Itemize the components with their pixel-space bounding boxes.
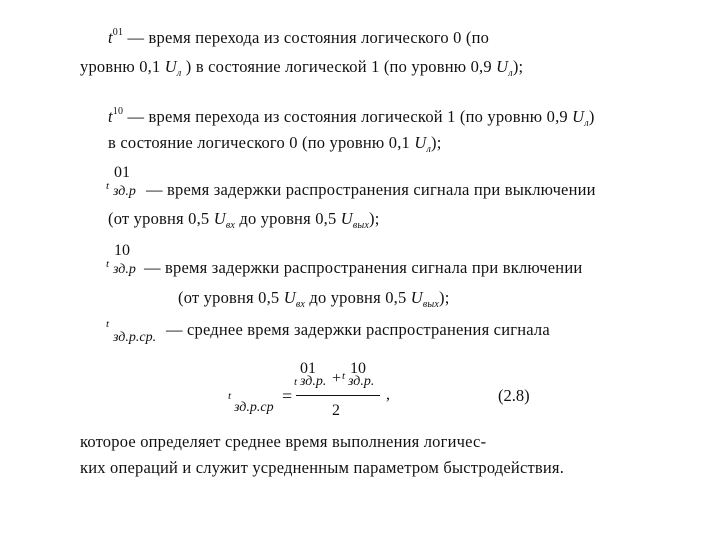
subscript-vyx: вых	[352, 220, 370, 231]
subscript-l: л	[426, 144, 431, 155]
text-line-1: — время перехода из состояния логического 0 (по	[127, 28, 490, 47]
superscript-01: 01	[114, 164, 130, 181]
text-line-8a: (от уровня 0,5	[178, 288, 280, 307]
subscript-zdrsr: зд.р.ср.	[113, 330, 157, 345]
denominator: 2	[332, 402, 340, 419]
symbol-U: U	[410, 288, 423, 307]
line-t01-definition	[108, 28, 489, 51]
subscript-l: л	[508, 68, 513, 79]
numerator-t2: t	[342, 370, 346, 382]
line-t-zdr-off	[146, 180, 596, 200]
text-line-6a: (от уровня 0,5	[108, 209, 210, 228]
text-line-8b: до уровня 0,5	[309, 288, 407, 307]
text-line-6b: до уровня 0,5	[239, 209, 337, 228]
symbol-U: U	[340, 209, 353, 228]
text-line-2c: );	[512, 57, 524, 76]
text-line-3c: )	[588, 107, 595, 126]
subscript-l: л	[176, 68, 182, 79]
symbol-U: U	[164, 57, 177, 76]
subscript-zdr: зд.р	[113, 262, 136, 277]
superscript-10: 10	[114, 242, 130, 259]
numerator-sup-10: 10	[350, 360, 366, 377]
subscript-vx: вх	[225, 220, 236, 231]
text-line-3: — время перехода из состояния логической 1 (по уровню 0,9	[127, 107, 568, 126]
superscript-10: 10	[112, 106, 124, 117]
symbol-U: U	[414, 133, 427, 152]
formula-lhs-subscript: зд.р.ср	[234, 400, 274, 415]
line-4	[108, 133, 441, 156]
subscript-zdr: зд.р	[113, 184, 136, 199]
numerator-plus: +	[332, 370, 342, 387]
equation-number: (2.8)	[498, 386, 530, 405]
numerator-sub-2: зд.р.	[348, 374, 375, 389]
subscript-vyx: вых	[422, 299, 440, 310]
text-line-4b: );	[431, 133, 442, 152]
symbol-U: U	[496, 57, 509, 76]
numerator-sub-1: зд.р.	[300, 374, 327, 389]
numerator-sup-01: 01	[300, 360, 316, 377]
symbol-U: U	[283, 288, 296, 307]
text-line-5: — время задержки распространения сигнала при выключении	[146, 180, 596, 199]
numerator-t1: t	[294, 376, 298, 388]
subscript-vx: вх	[295, 299, 306, 310]
text-line-8c: );	[439, 288, 450, 307]
text-line-10: которое определяет среднее время выполнения логичес-	[80, 432, 487, 451]
text-line-6c: );	[369, 209, 380, 228]
line-2	[80, 57, 523, 80]
symbol-t: t	[108, 28, 113, 47]
formula-2-8	[220, 360, 560, 430]
formula-comma: ,	[386, 386, 390, 403]
text-line-9: — среднее время задержки распространения сигнала	[166, 320, 550, 339]
line-t-zdr-on	[144, 258, 582, 278]
formula-equals: =	[282, 386, 293, 406]
text-line-4a: в состояние логического 0 (по уровню 0,1	[108, 133, 410, 152]
line-11	[80, 458, 564, 478]
symbol-U: U	[572, 107, 585, 126]
fraction-bar	[296, 395, 380, 396]
superscript-01: 01	[112, 27, 124, 38]
text-line-11: ких операций и служит усредненным параметром быстродействия.	[80, 458, 565, 477]
symbol-t: t	[108, 107, 113, 126]
line-10	[80, 432, 486, 452]
text-line-2a: уровню 0,1	[80, 57, 161, 76]
formula-lhs-t: t	[228, 390, 232, 402]
line-8	[178, 288, 450, 311]
line-t10-definition	[108, 107, 595, 130]
line-6	[108, 209, 380, 232]
text-line-7: — время задержки распространения сигнала при включении	[144, 258, 583, 277]
text-line-2b: ) в состояние логической 1 (по уровню 0,9	[185, 57, 492, 76]
line-t-zdrsr	[166, 320, 550, 340]
subscript-l: л	[584, 118, 589, 129]
symbol-U: U	[213, 209, 226, 228]
